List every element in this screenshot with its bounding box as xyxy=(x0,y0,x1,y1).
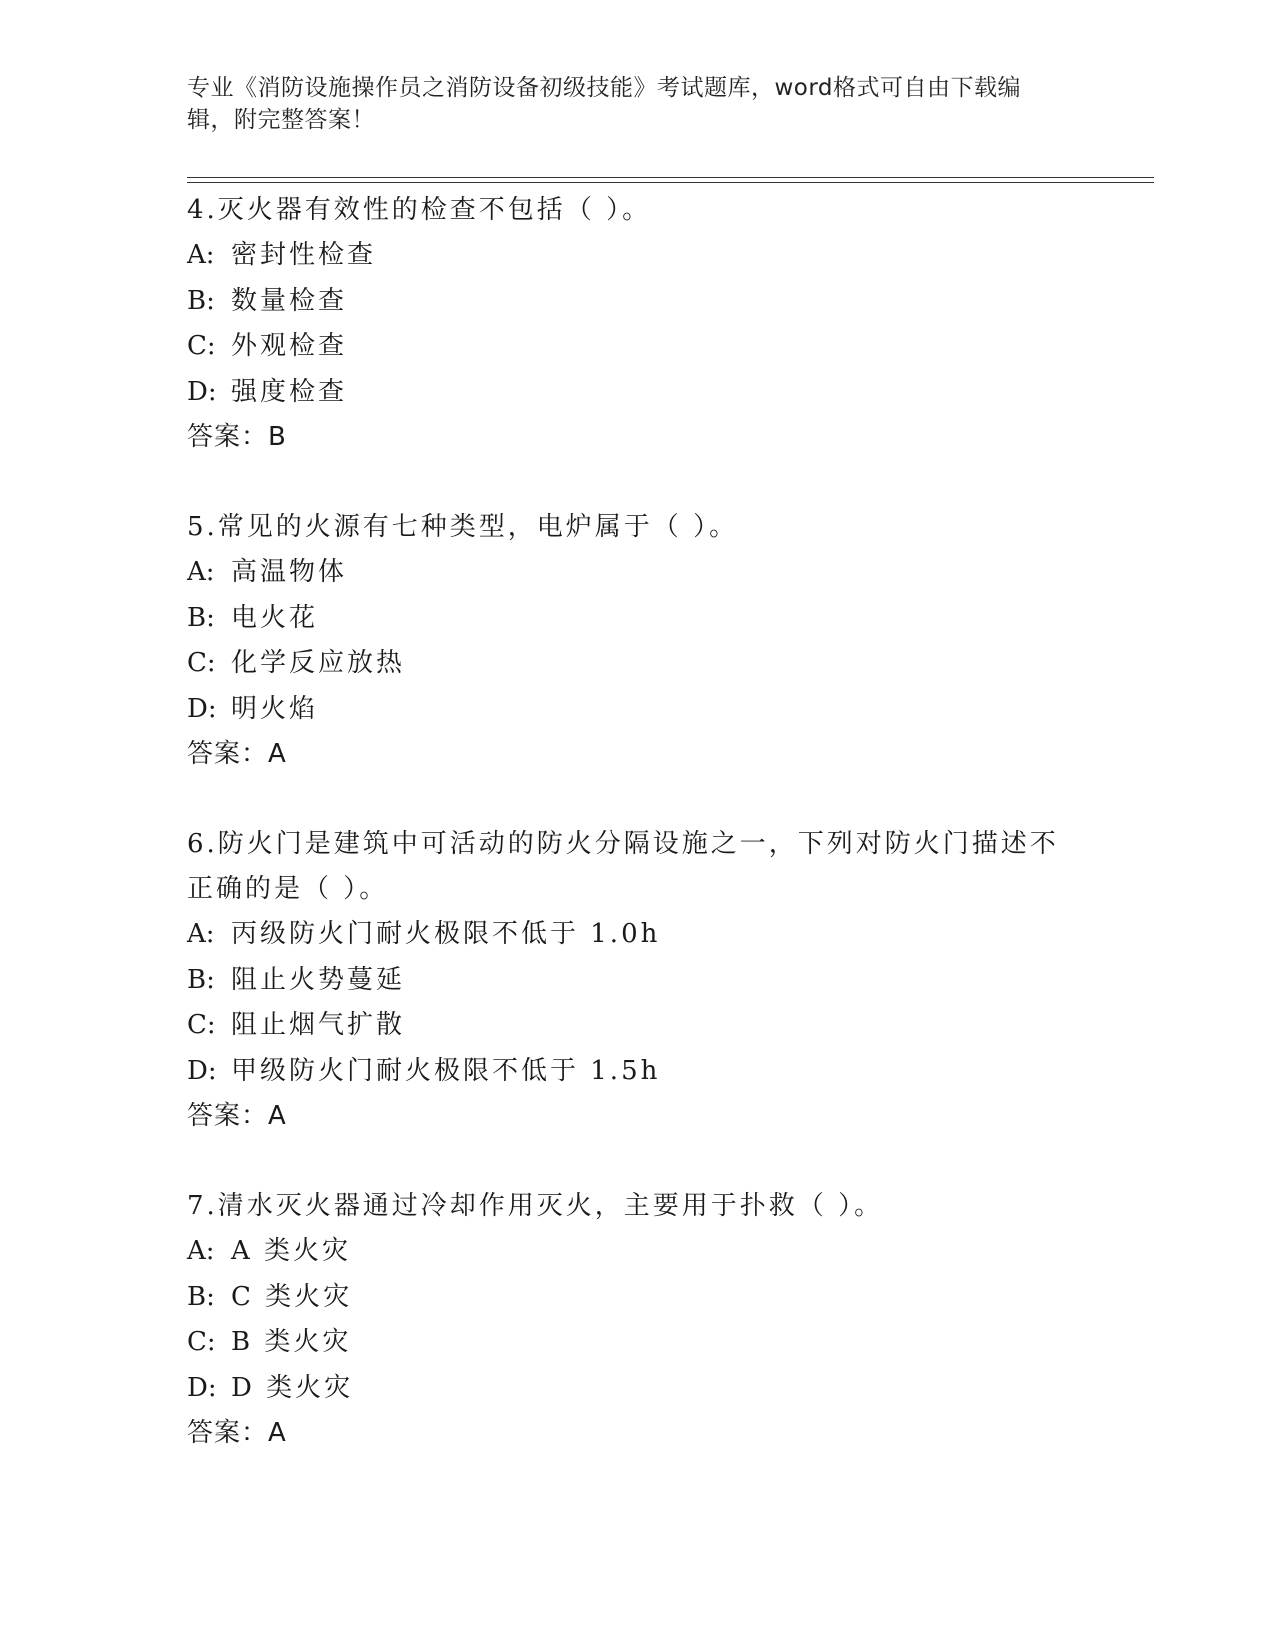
question-stem: 4.灭火器有效性的检查不包括（ ）。 xyxy=(187,195,652,225)
option-text: 电火花 xyxy=(231,602,319,633)
option-d xyxy=(187,1366,1087,1412)
answer-line: 答案：A xyxy=(187,1418,287,1448)
option-letter: C: xyxy=(187,648,216,678)
option-letter: B: xyxy=(187,602,215,633)
option-text: 明火焰 xyxy=(231,693,319,724)
option-a xyxy=(187,1229,1087,1275)
option-d xyxy=(187,1049,1087,1095)
header-divider-bottom xyxy=(187,182,1154,183)
option-a xyxy=(187,233,1087,279)
option-letter: A: xyxy=(187,240,215,270)
option-letter: C: xyxy=(187,1010,216,1040)
question-list xyxy=(187,188,1087,1501)
answer-line: 答案：A xyxy=(187,739,287,769)
option-a xyxy=(187,550,1087,596)
option-d xyxy=(187,370,1087,416)
option-letter: B: xyxy=(187,964,215,995)
option-c xyxy=(187,1320,1087,1366)
option-letter: A: xyxy=(187,557,215,587)
option-letter: D: xyxy=(187,1372,217,1403)
option-text: 高温物体 xyxy=(231,557,348,587)
option-letter: C: xyxy=(187,1327,216,1357)
question-4 xyxy=(187,188,1087,460)
option-letter: D: xyxy=(187,376,217,407)
option-b xyxy=(187,596,1087,642)
document-header-note: 专业《消防设施操作员之消防设备初级技能》考试题库，word格式可自由下载编辑，附完整答案！ xyxy=(187,75,1022,133)
option-d xyxy=(187,687,1087,733)
option-letter: A: xyxy=(187,919,215,949)
option-c xyxy=(187,324,1087,370)
option-text: A 类火灾 xyxy=(231,1236,352,1266)
question-7 xyxy=(187,1184,1087,1456)
option-text: 强度检查 xyxy=(231,376,348,407)
option-text: 阻止烟气扩散 xyxy=(231,1010,406,1040)
option-text: B 类火灾 xyxy=(231,1327,352,1357)
question-stem: 5.常见的火源有七种类型，电炉属于（ ）。 xyxy=(187,512,739,542)
option-b xyxy=(187,1275,1087,1321)
question-5 xyxy=(187,505,1087,777)
answer-line: 答案：B xyxy=(187,422,287,452)
question-6 xyxy=(187,822,1087,1139)
option-b xyxy=(187,279,1087,325)
option-letter: B: xyxy=(187,285,215,316)
header-divider-top xyxy=(187,177,1154,178)
option-text: 密封性检查 xyxy=(231,240,377,270)
option-text: 外观检查 xyxy=(231,331,348,361)
option-letter: C: xyxy=(187,331,216,361)
option-a xyxy=(187,912,1087,958)
option-text: 阻止火势蔓延 xyxy=(231,964,406,995)
option-c xyxy=(187,1003,1087,1049)
answer-line: 答案：A xyxy=(187,1101,287,1131)
option-text: 化学反应放热 xyxy=(231,648,406,678)
option-letter: D: xyxy=(187,693,217,724)
option-letter: D: xyxy=(187,1055,217,1086)
option-text: C 类火灾 xyxy=(231,1281,353,1312)
option-letter: B: xyxy=(187,1281,215,1312)
option-c xyxy=(187,641,1087,687)
option-text: D 类火灾 xyxy=(231,1372,354,1403)
option-letter: A: xyxy=(187,1236,215,1266)
question-stem: 6.防火门是建筑中可活动的防火分隔设施之一，下列对防火门描述不正确的是（ ）。 xyxy=(187,829,1059,904)
option-b xyxy=(187,958,1087,1004)
option-text: 数量检查 xyxy=(231,285,348,316)
option-text: 甲级防火门耐火极限不低于 1.5h xyxy=(231,1055,661,1086)
option-text: 丙级防火门耐火极限不低于 1.0h xyxy=(231,919,661,949)
question-stem: 7.清水灭火器通过冷却作用灭火，主要用于扑救（ ）。 xyxy=(187,1191,884,1221)
